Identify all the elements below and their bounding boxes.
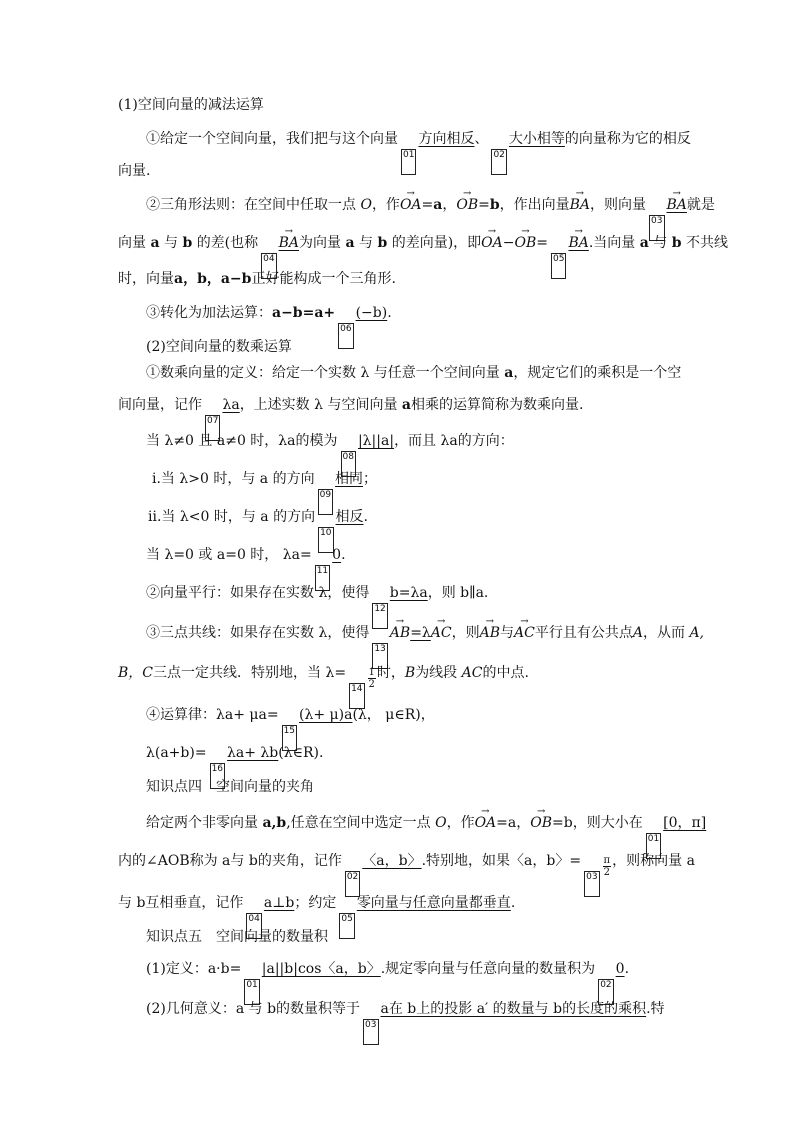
paragraph-angle-def: 给定两个非零向量 a,b,任意在空间中选定一点 O，作→ OA=a，→ OB=b，则大小在01[0，π] <box>146 814 706 859</box>
vector-notation: → BA <box>570 196 590 214</box>
paragraph-dot-def: (1)定义：a·b=01|a||b|cos〈a，b〉.规定零向量与任意向量的数量积为020. <box>146 960 629 1005</box>
paragraph-addition-conversion: ③转化为加法运算：a−b=a+06(−b). <box>146 304 392 349</box>
answer-text: 0 <box>332 547 342 563</box>
answer-number-box: 02 <box>491 149 506 175</box>
answer-text: λa <box>222 397 240 413</box>
answer-text: λa+ λb <box>227 745 279 761</box>
section-heading-angle: 知识点四 空间向量的夹角 <box>146 779 314 795</box>
answer-number-box: 05 <box>339 913 354 939</box>
paragraph-collinear: ③三点共线：如果存在实数 λ，使得13→ AB=λ→ AC，则→ AB与→ AC平行且有公共点A，从而 A, <box>146 624 704 669</box>
answer-number-box: 12 <box>372 603 387 629</box>
paragraph-case-zero: 当 λ=0 或 a=0 时， λa=110. <box>146 546 346 591</box>
paragraph-modulus: 当 λ≠0 且 a≠0 时，λa的模为08|λ||a|，而且 λa的方向： <box>146 432 514 477</box>
vector-notation: → OB <box>456 196 478 214</box>
answer-text: b=λa <box>389 585 428 601</box>
answer-text: 0 <box>615 961 625 977</box>
answer-text: 大小相等 <box>508 131 565 147</box>
paragraph-parallel: ②向量平行：如果存在实数 λ，使得12b=λa，则 b∥a. <box>146 584 488 629</box>
answer-text: → BA <box>568 234 588 252</box>
answer-text: 相同 <box>335 471 364 487</box>
answer-number-box: 08 <box>341 451 356 477</box>
paragraph-line: 与 b互相垂直，记作04a⊥b；约定05零向量与任意向量都垂直. <box>118 894 515 939</box>
paragraph-line: 内的∠AOB称为 a与 b的夹角，记作02〈a，b〉.特别地，如果〈a，b〉=03 $\frac{\pi}{2}$ ，则称向量 a <box>118 852 695 897</box>
paragraph-opposite-vector: ①给定一个空间向量，我们把与这个向量01方向相反、02大小相等的向量称为它的相反 <box>146 130 691 175</box>
answer-number-box: 02 <box>598 979 613 1005</box>
answer-number-box: 11 <box>315 565 330 591</box>
section-heading-dot-product: 知识点五 空间向量的数量积 <box>146 929 328 945</box>
paragraph-geometric-meaning: (2)几何意义：a 与 b的数量积等于03a在 b上的投影 a′ 的数量与 b的长度的乘积.特 <box>146 1000 665 1045</box>
answer-text: 相反 <box>335 509 364 525</box>
answer-number-box: 02 <box>345 871 360 897</box>
answer-fraction: $\frac{\pi}{2}$ <box>603 855 611 878</box>
answer-number-box: 16 <box>210 763 225 789</box>
answer-number-box: 09 <box>318 489 333 515</box>
answer-text: |λ||a| <box>357 433 395 449</box>
answer-text: → BA <box>279 234 299 252</box>
paragraph-line: 向量 a 与 b 的差(也称04→ BA为向量 a 与 b 的差向量)，即→ OA−→ OB=05→ BA.当向量 a 与 b 不共线 <box>118 234 728 279</box>
paragraph-case-negative: ⅱ.当 λ<0 时，与 a 的方向10相反. <box>148 508 368 553</box>
paragraph-triangle-rule: ②三角形法则：在空间中任取一点 O，作→ OA=a，→ OB=b，作出向量→ BA，则向量03→ BA就是 <box>146 196 715 241</box>
answer-fraction: $\frac{1}{2}$ <box>368 667 375 690</box>
answer-number-box: 03 <box>363 1019 378 1045</box>
paragraph-line: B，C三点一定共线．特别地，当 λ=14 $\frac{1}{2}$ 时，B为线段 AC的中点. <box>118 664 529 709</box>
answer-text: 方向相反 <box>418 131 475 147</box>
vector-notation: → OA <box>400 196 422 214</box>
answer-number-box: 13 <box>372 643 387 669</box>
answer-number-box: 10 <box>318 527 333 553</box>
answer-number-box: 07 <box>205 415 220 441</box>
paragraph-operation-laws: ④运算律：λa+ μa=15(λ+ μ)a(λ， μ∈R)， <box>146 706 435 751</box>
paragraph-distributive: λ(a+b)=16λa+ λb(λ∈R). <box>146 744 323 789</box>
answer-number-box: 05 <box>551 253 566 279</box>
answer-number-box: 15 <box>282 725 297 751</box>
answer-number-box: 04 <box>261 253 276 279</box>
answer-text: → BA <box>667 196 687 214</box>
answer-number-box: 01 <box>401 149 416 175</box>
answer-text: 〈a，b〉 <box>362 853 422 869</box>
paragraph-line: 向量. <box>118 163 151 179</box>
answer-number-box: 01 <box>244 979 259 1005</box>
answer-number-box: 14 <box>349 683 364 709</box>
paragraph-case-positive: ⅰ.当 λ>0 时，与 a 的方向09相同； <box>152 470 377 515</box>
paragraph-line: 时，向量a，b，a−b正好能构成一个三角形. <box>118 271 396 287</box>
answer-text: [0，π] <box>663 815 707 831</box>
section-subtitle-scalar-mult: (2)空间向量的数乘运算 <box>146 339 292 355</box>
answer-text: |a||b|cos〈a，b〉 <box>261 961 381 977</box>
answer-text: a在 b上的投影 a′ 的数量与 b的长度的乘积 <box>380 1001 647 1017</box>
answer-number-box: 03 <box>584 871 599 897</box>
section-subtitle-subtraction: (1)空间向量的减法运算 <box>118 97 264 113</box>
paragraph-line: 间向量，记作07λa，上述实数 λ 与空间向量 a相乘的运算简称为数乘向量. <box>118 396 583 441</box>
answer-number-box: 04 <box>246 913 261 939</box>
paragraph-scalar-def: ①数乘向量的定义：给定一个实数 λ 与任意一个空间向量 a，规定它们的乘积是一个空 <box>146 365 682 381</box>
answer-text: (λ+ μ)a <box>299 707 353 723</box>
answer-text: → AB=λ→ AC <box>390 625 452 641</box>
answer-number-box: 03 <box>649 215 664 241</box>
answer-text: (−b) <box>355 305 388 321</box>
answer-number-box: 01 <box>646 833 661 859</box>
answer-text: 零向量与任意向量都垂直 <box>356 895 511 911</box>
answer-number-box: 06 <box>338 323 353 349</box>
answer-text: a⊥b <box>263 895 295 911</box>
